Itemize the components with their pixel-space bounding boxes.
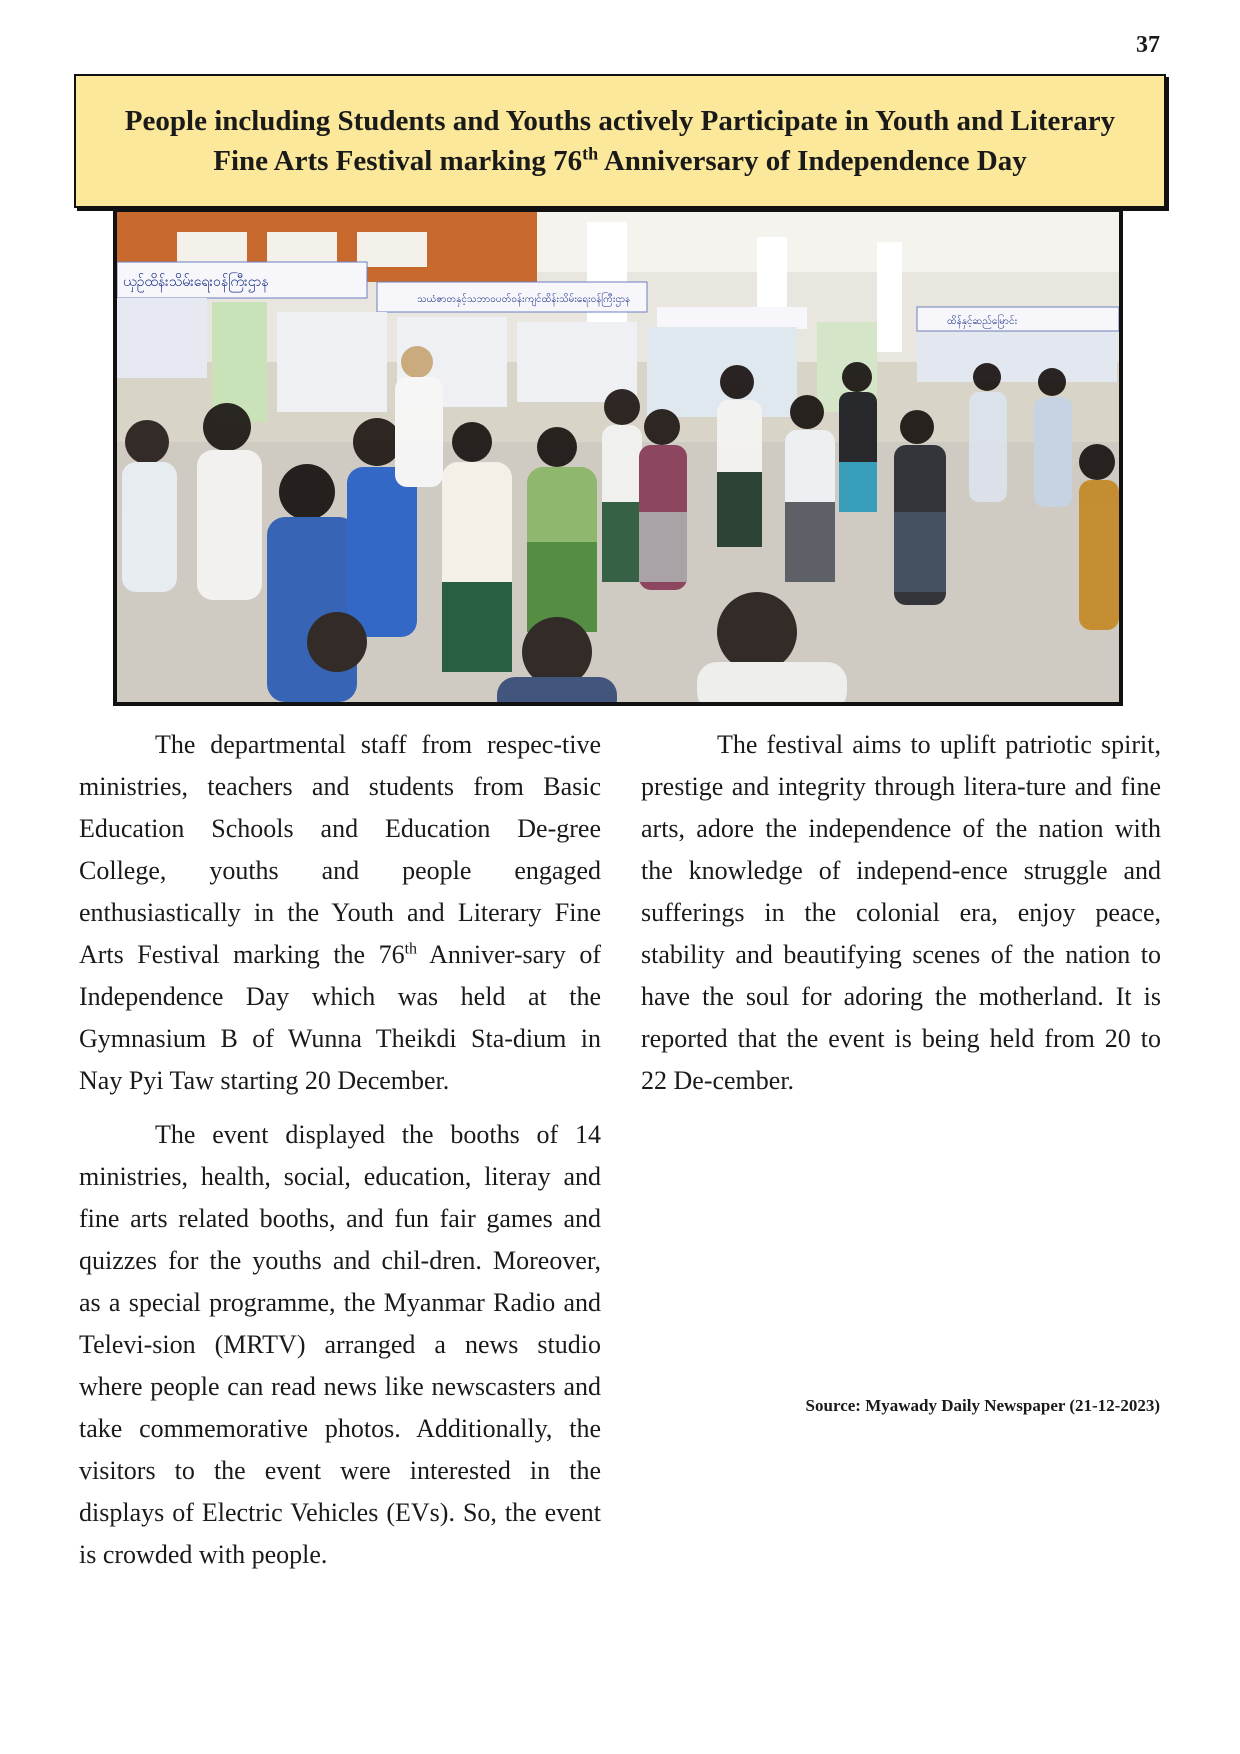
banner-mid-text: သယံဇာတနှင့်သဘာဝပတ်ဝန်းကျင်ထိန်းသိမ်းရေးဝန်ကြီးဌာန [417,294,631,305]
banner-left-text: ယှဉ်ထိန်းသိမ်းရေးဝန်ကြီးဌာန [123,274,269,290]
page-number: 37 [1136,32,1160,58]
article-paragraph: The departmental staff from respec-tive ministries, teachers and students from Basic Education Schools and Education De-gree College, youths and people engaged enthusiastically in the Youth and Literary Fine Arts Festival marking the 76th Anniver-sary of Independence Day which was held at the Gymnasium B of Wunna Theikdi Sta-dium in Nay Pyi Taw starting 20 December. [79,730,601,1095]
banner-right-text: ထိန်နှင့်ဆည်မြောင်း [947,316,1018,327]
source-credit: Source: Myawady Daily Newspaper (21-12-2023) [805,1396,1160,1415]
article-paragraph: The festival aims to uplift patriotic spirit, prestige and integrity through litera-ture and fine arts, adore the independence of the nation with the knowledge of independ-ence struggle and sufferings in the colonial era, enjoy peace, stability and beautifying scenes of the nation to have the soul for adoring the motherland. It is reported that the event is being held from 20 to 22 De-cember. [641,730,1161,1095]
article-column-right [641,724,1161,1114]
article-column-left [79,724,601,1588]
article-paragraph: The event displayed the booths of 14 ministries, health, social, education, literay and fine arts related booths, and fun fair games and quizzes for the youths and chil-dren. Moreover, as a special programme, the Myanmar Radio and Televi-sion (MRTV) arranged a news studio where people can read news like newscasters and take commemorative photos. Additionally, the visitors to the event were interested in the displays of Electric Vehicles (EVs). So, the event is crowded with people. [79,1120,601,1569]
festival-photo-illustration [117,212,1119,702]
headline-line-2: Fine Arts Festival marking 76th Anniversary of Independence Day [213,143,1027,177]
festival-photo [113,208,1123,706]
headline-line-1: People including Students and Youths actively Participate in Youth and Literary [124,105,1116,137]
headline-box [74,74,1166,208]
